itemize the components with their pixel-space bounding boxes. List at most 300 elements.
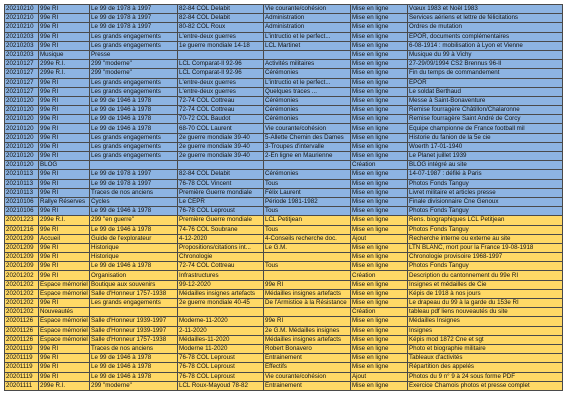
subcategory-cell: Le CEPR [178, 197, 264, 206]
category-cell: Traces de nos anciens [90, 344, 178, 353]
category-cell: Le 99 de 1946 à 1978 [90, 115, 178, 124]
action-cell: Ajout [351, 234, 408, 243]
section-cell: 99e RI [39, 243, 90, 252]
description-cell: Répartition des appelés [408, 363, 563, 372]
category-cell: Le 99 de 1946 à 1978 [90, 106, 178, 115]
table-row [5, 124, 563, 133]
topic-cell: Cérémonies [264, 115, 351, 124]
action-cell: Mise en ligne [351, 32, 408, 41]
action-cell: Création [351, 271, 408, 280]
description-cell: Képis mod 1872 Cne et sgt [408, 335, 563, 344]
section-cell: 99e RI [39, 106, 90, 115]
topic-cell: Robert Bonavero [264, 344, 351, 353]
date-cell: 20201126 [5, 335, 39, 344]
section-cell: 99e RI [39, 188, 90, 197]
action-cell: Mise en ligne [351, 188, 408, 197]
topic-cell: Médailles insignes artefacts [264, 335, 351, 344]
table-row [5, 188, 563, 197]
section-cell: 99e RI [39, 354, 90, 363]
action-cell: Mise en ligne [351, 78, 408, 87]
table-row [5, 197, 563, 206]
description-cell: 27-29/09/1994 CS2 Brennus 96-II [408, 60, 563, 69]
subcategory-cell: Propositions/citations int... [178, 243, 264, 252]
date-cell: 20210210 [5, 5, 39, 14]
category-cell: Les grands engagements [90, 299, 178, 308]
category-cell: Le 99 de 1946 à 1978 [90, 363, 178, 372]
table-row [5, 317, 563, 326]
description-cell: Photos Fonds Tanguy [408, 179, 563, 188]
action-cell: Mise en ligne [351, 280, 408, 289]
topic-cell: 99e RI [264, 317, 351, 326]
description-cell: Remise fourragère Châtillon/Chalaronne [408, 106, 563, 115]
table-row [5, 23, 563, 32]
topic-cell: Effectifs [264, 363, 351, 372]
action-cell: Mise en ligne [351, 216, 408, 225]
topic-cell: Cérémonies [264, 170, 351, 179]
date-cell: 20210113 [5, 170, 39, 179]
description-cell: Le drapeau du 99 à la garde du 153e RI [408, 299, 563, 308]
table-row [5, 170, 563, 179]
description-cell: Photo et biographie militaire [408, 344, 563, 353]
subcategory-cell: 80-82 COL Roux [178, 23, 264, 32]
description-cell: Woerth 17-01-1940 [408, 142, 563, 151]
subcategory-cell: 76-78 COL Leproust [178, 354, 264, 363]
description-cell: Insignes et médailles de Cie [408, 280, 563, 289]
action-cell: Mise en ligne [351, 381, 408, 390]
category-cell: Le 99 de 1978 à 1997 [90, 170, 178, 179]
category-cell: Le 99 de 1946 à 1978 [90, 207, 178, 216]
action-cell: Mise en ligne [351, 23, 408, 32]
section-cell: 299e R.I. [39, 69, 90, 78]
subcategory-cell [178, 50, 264, 59]
changelog-body [5, 5, 563, 391]
topic-cell: Quelques traces ... [264, 87, 351, 96]
date-cell: 20201202 [5, 299, 39, 308]
date-cell: 20210120 [5, 133, 39, 142]
description-cell: Rens. biographiques LCL Petitjean [408, 216, 563, 225]
description-cell: Photos Fonds Tanguy [408, 207, 563, 216]
description-cell: Musique du 99 à Vichy [408, 50, 563, 59]
subcategory-cell: L'entre-deux guerres [178, 87, 264, 96]
topic-cell: Félix Laurent [264, 188, 351, 197]
action-cell: Mise en ligne [351, 14, 408, 23]
section-cell: 99e RI [39, 124, 90, 133]
section-cell: 99e RI [39, 344, 90, 353]
date-cell: 20210127 [5, 87, 39, 96]
date-cell: 20201209 [5, 243, 39, 252]
category-cell: Salle d'Honneur 1757-1938 [90, 289, 178, 298]
category-cell: Salle d'Honneur 1939-1997 [90, 317, 178, 326]
category-cell: Le 99 de 1946 à 1978 [90, 354, 178, 363]
table-row [5, 326, 563, 335]
subcategory-cell: 2e guerre mondiale 39-40 [178, 142, 264, 151]
table-row [5, 262, 563, 271]
section-cell: Espace mémoriel [40, 317, 88, 325]
topic-cell: Cérémonies [264, 96, 351, 105]
description-cell: Tableaux d'activités [408, 354, 563, 363]
action-cell: Mise en ligne [351, 179, 408, 188]
category-cell: Le 99 de 1978 à 1997 [90, 14, 178, 23]
description-cell: Livret militaire et articles presse [408, 188, 563, 197]
section-cell: 299e R.I. [39, 216, 90, 225]
date-cell: 20201119 [5, 344, 39, 353]
description-cell: EPOR [408, 78, 563, 87]
subcategory-cell: Médailles-11-2020 [178, 335, 264, 344]
category-cell: Historique [90, 253, 178, 262]
section-cell: BLOG [39, 161, 90, 170]
description-cell: Le soldat Berthaud [408, 87, 563, 96]
category-cell: Presse [90, 50, 178, 59]
table-row [5, 161, 563, 170]
subcategory-cell: 2-11-2020 [178, 326, 264, 335]
topic-cell: Vie courante/cohésion [264, 124, 351, 133]
topic-cell: LCL Martinet [264, 41, 351, 50]
section-cell: Espace mémoriel [40, 280, 88, 288]
section-cell: Accueil [39, 234, 90, 243]
subcategory-cell: 82-84 COL Delabit [178, 14, 264, 23]
action-cell: Mise en ligne [351, 326, 408, 335]
table-row [5, 142, 563, 151]
category-cell: Cycles [90, 197, 178, 206]
topic-cell: Tous [264, 179, 351, 188]
section-cell: 99e RI [39, 23, 90, 32]
action-cell: Mise en ligne [351, 96, 408, 105]
subcategory-cell [178, 308, 264, 317]
section-cell: 99e RI [39, 142, 90, 151]
subcategory-cell: LCL Roux-Mayoud 78-82 [178, 381, 264, 390]
section-cell: 99e RI [39, 133, 90, 142]
topic-cell: Vie courante/cohésion [264, 5, 351, 14]
date-cell: 20210113 [5, 188, 39, 197]
subcategory-cell: 72-74 COL Cottreau [178, 96, 264, 105]
section-cell: 99e RI [39, 170, 90, 179]
topic-cell: Entrainement [264, 381, 351, 390]
date-cell: 20210120 [5, 152, 39, 161]
description-cell: Remise fourragère Saint André de Corcy [408, 115, 563, 124]
description-cell: Photos Fonds Tanguy [408, 225, 563, 234]
category-cell: Boutique aux souvenirs [90, 280, 178, 289]
topic-cell: Tous [264, 207, 351, 216]
date-cell: 20201126 [5, 317, 39, 326]
table-row [5, 363, 563, 372]
action-cell: Ajout [351, 372, 408, 381]
category-cell: Organisation [90, 271, 178, 280]
table-row [5, 344, 563, 353]
category-cell: Le 99 de 1978 à 1997 [90, 5, 178, 14]
action-cell: Mise en ligne [351, 60, 408, 69]
description-cell: Fin du temps de commandement [408, 69, 563, 78]
category-cell [90, 308, 178, 317]
section-cell: 299e R.I. [39, 381, 90, 390]
section-cell: 99e RI [39, 253, 90, 262]
date-cell: 20210120 [5, 96, 39, 105]
date-cell: 20210120 [5, 142, 39, 151]
action-cell: Mise en ligne [351, 335, 408, 344]
description-cell: Exercice Chamois photos et presse complet [408, 381, 563, 390]
date-cell: 20201223 [5, 216, 39, 225]
table-row [5, 225, 563, 234]
subcategory-cell: 76-78 COL Leproust [178, 363, 264, 372]
table-row [5, 271, 563, 280]
description-cell: Insignes [408, 326, 563, 335]
date-cell: 20201202 [5, 271, 39, 280]
action-cell: Mise en ligne [351, 152, 408, 161]
date-cell: 20210203 [5, 41, 39, 50]
action-cell: Mise en ligne [351, 317, 408, 326]
category-cell: Le 99 de 1946 à 1978 [90, 262, 178, 271]
date-cell: 20210120 [5, 124, 39, 133]
description-cell: Description du cantonnement du 99e RI [408, 271, 563, 280]
category-cell: Salle d'Honneur 1757-1938 [90, 335, 178, 344]
section-cell: 99e RI [39, 87, 90, 96]
date-cell: 20210210 [5, 14, 39, 23]
date-cell: 20210203 [5, 32, 39, 41]
table-row [5, 96, 563, 105]
date-cell: 20201119 [5, 354, 39, 363]
subcategory-cell: 72-74 COL Cottreau [178, 106, 264, 115]
topic-cell: Tous [264, 225, 351, 234]
subcategory-cell: Médailles insignes artefacts [178, 289, 264, 298]
date-cell: 20210120 [5, 106, 39, 115]
category-cell: Historique [90, 243, 178, 252]
subcategory-cell: 2e guerre mondiale 40-45 [178, 299, 264, 308]
date-cell: 20201209 [5, 253, 39, 262]
description-cell: Photos du 9 n° 9 à 24 sous forme PDF [408, 372, 563, 381]
category-cell: Les grands engagements [90, 87, 178, 96]
table-row [5, 308, 563, 317]
topic-cell: Administration [264, 14, 351, 23]
category-cell: 299 "en guerre" [90, 216, 178, 225]
subcategory-cell: 99-12-2020 [178, 280, 264, 289]
table-row [5, 207, 563, 216]
subcategory-cell: Chronologie [178, 253, 264, 262]
category-cell: Les grands engagements [90, 32, 178, 41]
category-cell: Les grands engagements [90, 78, 178, 87]
date-cell: 20201209 [5, 234, 39, 243]
changelog-table [4, 4, 563, 391]
subcategory-cell: 72-74 COL Cottreau [178, 262, 264, 271]
category-cell: 299 "moderne" [90, 60, 178, 69]
description-cell: Messe à Saint-Bonaventure [408, 96, 563, 105]
subcategory-cell: 74-76 COL Soubrane [178, 225, 264, 234]
date-cell: 20201126 [5, 326, 39, 335]
action-cell: Mise en ligne [351, 115, 408, 124]
date-cell: 20210106 [5, 197, 39, 206]
description-cell: tableau pdf liens nouveautés du site [408, 308, 563, 317]
subcategory-cell: L'entre-deux guerres [178, 78, 264, 87]
section-cell: 99e RI [39, 363, 90, 372]
section-cell: Rallye Réserves [39, 197, 90, 206]
description-cell: EPOR, documents complémentaires [408, 32, 563, 41]
table-row [5, 335, 563, 344]
action-cell: Mise en ligne [351, 289, 408, 298]
action-cell: Mise en ligne [351, 299, 408, 308]
description-cell: BLOG intégré au site [408, 161, 563, 170]
date-cell: 20201209 [5, 262, 39, 271]
table-row [5, 60, 563, 69]
topic-cell: Vie courante/cohésion [264, 372, 351, 381]
action-cell: Mise en ligne [351, 106, 408, 115]
action-cell: Mise en ligne [351, 41, 408, 50]
section-cell: 99e RI [39, 32, 90, 41]
section-cell: 99e RI [39, 115, 90, 124]
subcategory-cell: Moderne 11-2020 [178, 344, 264, 353]
table-row [5, 106, 563, 115]
subcategory-cell: Moderne-11-2020 [178, 317, 264, 326]
topic-cell: 2e G.M. Médailles insignes [264, 326, 351, 335]
category-cell [90, 161, 178, 170]
section-cell: Nouveautés [39, 308, 90, 317]
topic-cell: Activités militaires [264, 60, 351, 69]
subcategory-cell: 2e guerre mondiale 39-40 [178, 133, 264, 142]
date-cell: 20210210 [5, 23, 39, 32]
subcategory-cell: Infrastructures [178, 271, 264, 280]
table-row [5, 179, 563, 188]
topic-cell: 99e RI [264, 280, 351, 289]
action-cell: Mise en ligne [351, 133, 408, 142]
section-cell: 99e RI [39, 299, 90, 308]
section-cell: 99e RI [39, 372, 90, 381]
action-cell: Mise en ligne [351, 363, 408, 372]
date-cell: 20201202 [5, 308, 39, 317]
description-cell: Le Planet juillet 1939 [408, 152, 563, 161]
category-cell: Le 99 de 1946 à 1978 [90, 372, 178, 381]
subcategory-cell: 4-12-2020 [178, 234, 264, 243]
date-cell: 20210127 [5, 78, 39, 87]
action-cell: Mise en ligne [351, 124, 408, 133]
subcategory-cell [178, 161, 264, 170]
topic-cell: Cérémonies [264, 106, 351, 115]
action-cell: Mise en ligne [351, 243, 408, 252]
topic-cell: Le G.M. [264, 243, 351, 252]
table-row [5, 69, 563, 78]
subcategory-cell: LCL Comparat-Il 92-96 [178, 60, 264, 69]
category-cell: Les grands engagements [90, 152, 178, 161]
table-row [5, 299, 563, 308]
description-cell: Equipe championne de France football mil [408, 124, 563, 133]
topic-cell [264, 253, 351, 262]
section-cell: 99e RI [39, 225, 90, 234]
topic-cell: Cérémonies [264, 69, 351, 78]
topic-cell: L'intructio et le perfect... [264, 32, 351, 41]
table-row [5, 354, 563, 363]
category-cell: Les grands engagements [90, 41, 178, 50]
table-row [5, 253, 563, 262]
section-cell: Espace mémoriel [40, 289, 88, 297]
category-cell: 299 "moderne" [90, 69, 178, 78]
description-cell: Vœux 1983 et Noël 1983 [408, 5, 563, 14]
topic-cell [264, 271, 351, 280]
table-row [5, 381, 563, 390]
topic-cell: LCL Petitjean [264, 216, 351, 225]
subcategory-cell: LCL Comparat-Il 92-96 [178, 69, 264, 78]
topic-cell: 3-Troupes d'intervalle [264, 142, 351, 151]
category-cell: Traces de nos anciens [90, 188, 178, 197]
topic-cell: Médailles insignes artefacts [264, 289, 351, 298]
table-row [5, 14, 563, 23]
table-row [5, 234, 563, 243]
description-cell: LTN BLANC, mort pour la France 19-08-1918 [408, 243, 563, 252]
date-cell: 20201202 [5, 289, 39, 298]
topic-cell [264, 161, 351, 170]
category-cell: Le 99 de 1946 à 1978 [90, 225, 178, 234]
topic-cell: L'intructio et le perfect... [264, 78, 351, 87]
section-cell: 99e RI [39, 96, 90, 105]
action-cell: Mise en ligne [351, 69, 408, 78]
section-cell: 99e RI [39, 41, 90, 50]
table-row [5, 372, 563, 381]
table-row [5, 41, 563, 50]
section-cell: 99e RI [39, 14, 90, 23]
subcategory-cell: Première Guerre mondiale [178, 188, 264, 197]
action-cell: Mise en ligne [351, 142, 408, 151]
section-cell: 99e RI [39, 271, 90, 280]
section-cell: 99e RI [39, 78, 90, 87]
topic-cell: Tous [264, 262, 351, 271]
date-cell: 20201119 [5, 363, 39, 372]
table-row [5, 243, 563, 252]
topic-cell [264, 50, 351, 59]
topic-cell: Entrainement [264, 354, 351, 363]
table-row [5, 216, 563, 225]
description-cell: 6-08-1914 : mobilisation à Lyon et Vienne [408, 41, 563, 50]
date-cell: 20210127 [5, 60, 39, 69]
subcategory-cell: 1e guerre mondiale 14-18 [178, 41, 264, 50]
subcategory-cell: 76-78 COL Leproust [178, 372, 264, 381]
action-cell: Mise en ligne [351, 253, 408, 262]
category-cell: Guide de l'explorateur [90, 234, 178, 243]
topic-cell: Période 1981-1982 [264, 197, 351, 206]
subcategory-cell: 68-70 COL Laurent [178, 124, 264, 133]
section-cell: 99e RI [39, 179, 90, 188]
subcategory-cell: L'entre-deux guerres [178, 32, 264, 41]
description-cell: Chronologie provisoire 1968-1997 [408, 253, 563, 262]
date-cell: 20210127 [5, 69, 39, 78]
date-cell: 20201119 [5, 372, 39, 381]
category-cell: Le 99 de 1946 à 1978 [90, 124, 178, 133]
table-row [5, 78, 563, 87]
subcategory-cell: 76-78 COL Vincent [178, 179, 264, 188]
description-cell: Services aériens et lettre de félicitations [408, 14, 563, 23]
description-cell: Finale divisionnaire Cne Genoux [408, 197, 563, 206]
date-cell: 20210113 [5, 179, 39, 188]
section-cell: 99e RI [39, 262, 90, 271]
category-cell: Le 99 de 1978 à 1997 [90, 179, 178, 188]
category-cell: Le 99 de 1946 à 1978 [90, 96, 178, 105]
category-cell: Le 99 de 1978 à 1997 [90, 23, 178, 32]
section-cell: Espace mémoriel [40, 326, 88, 334]
action-cell: Mise en ligne [351, 87, 408, 96]
category-cell: Les grands engagements [90, 142, 178, 151]
category-cell: 299 "moderne" [90, 381, 178, 390]
table-row [5, 5, 563, 14]
table-row [5, 87, 563, 96]
subcategory-cell: Première Guerre mondiale [178, 216, 264, 225]
description-cell: 14-07-1987 : défilé à Paris [408, 170, 563, 179]
date-cell: 20210203 [5, 50, 39, 59]
table-row [5, 32, 563, 41]
action-cell: Mise en ligne [351, 5, 408, 14]
category-cell: Salle d'Honneur 1939-1997 [90, 326, 178, 335]
action-cell: Mise en ligne [351, 50, 408, 59]
section-cell: Musique [39, 50, 90, 59]
date-cell: 20210106 [5, 207, 39, 216]
topic-cell: De l'Armistice à la Résistance [264, 299, 351, 308]
subcategory-cell: 70-72 COL Baudot [178, 115, 264, 124]
action-cell: Mise en ligne [351, 170, 408, 179]
topic-cell: 2-En ligne en Maurienne [264, 152, 351, 161]
description-cell: Historie du fanion de la 5e cie [408, 133, 563, 142]
